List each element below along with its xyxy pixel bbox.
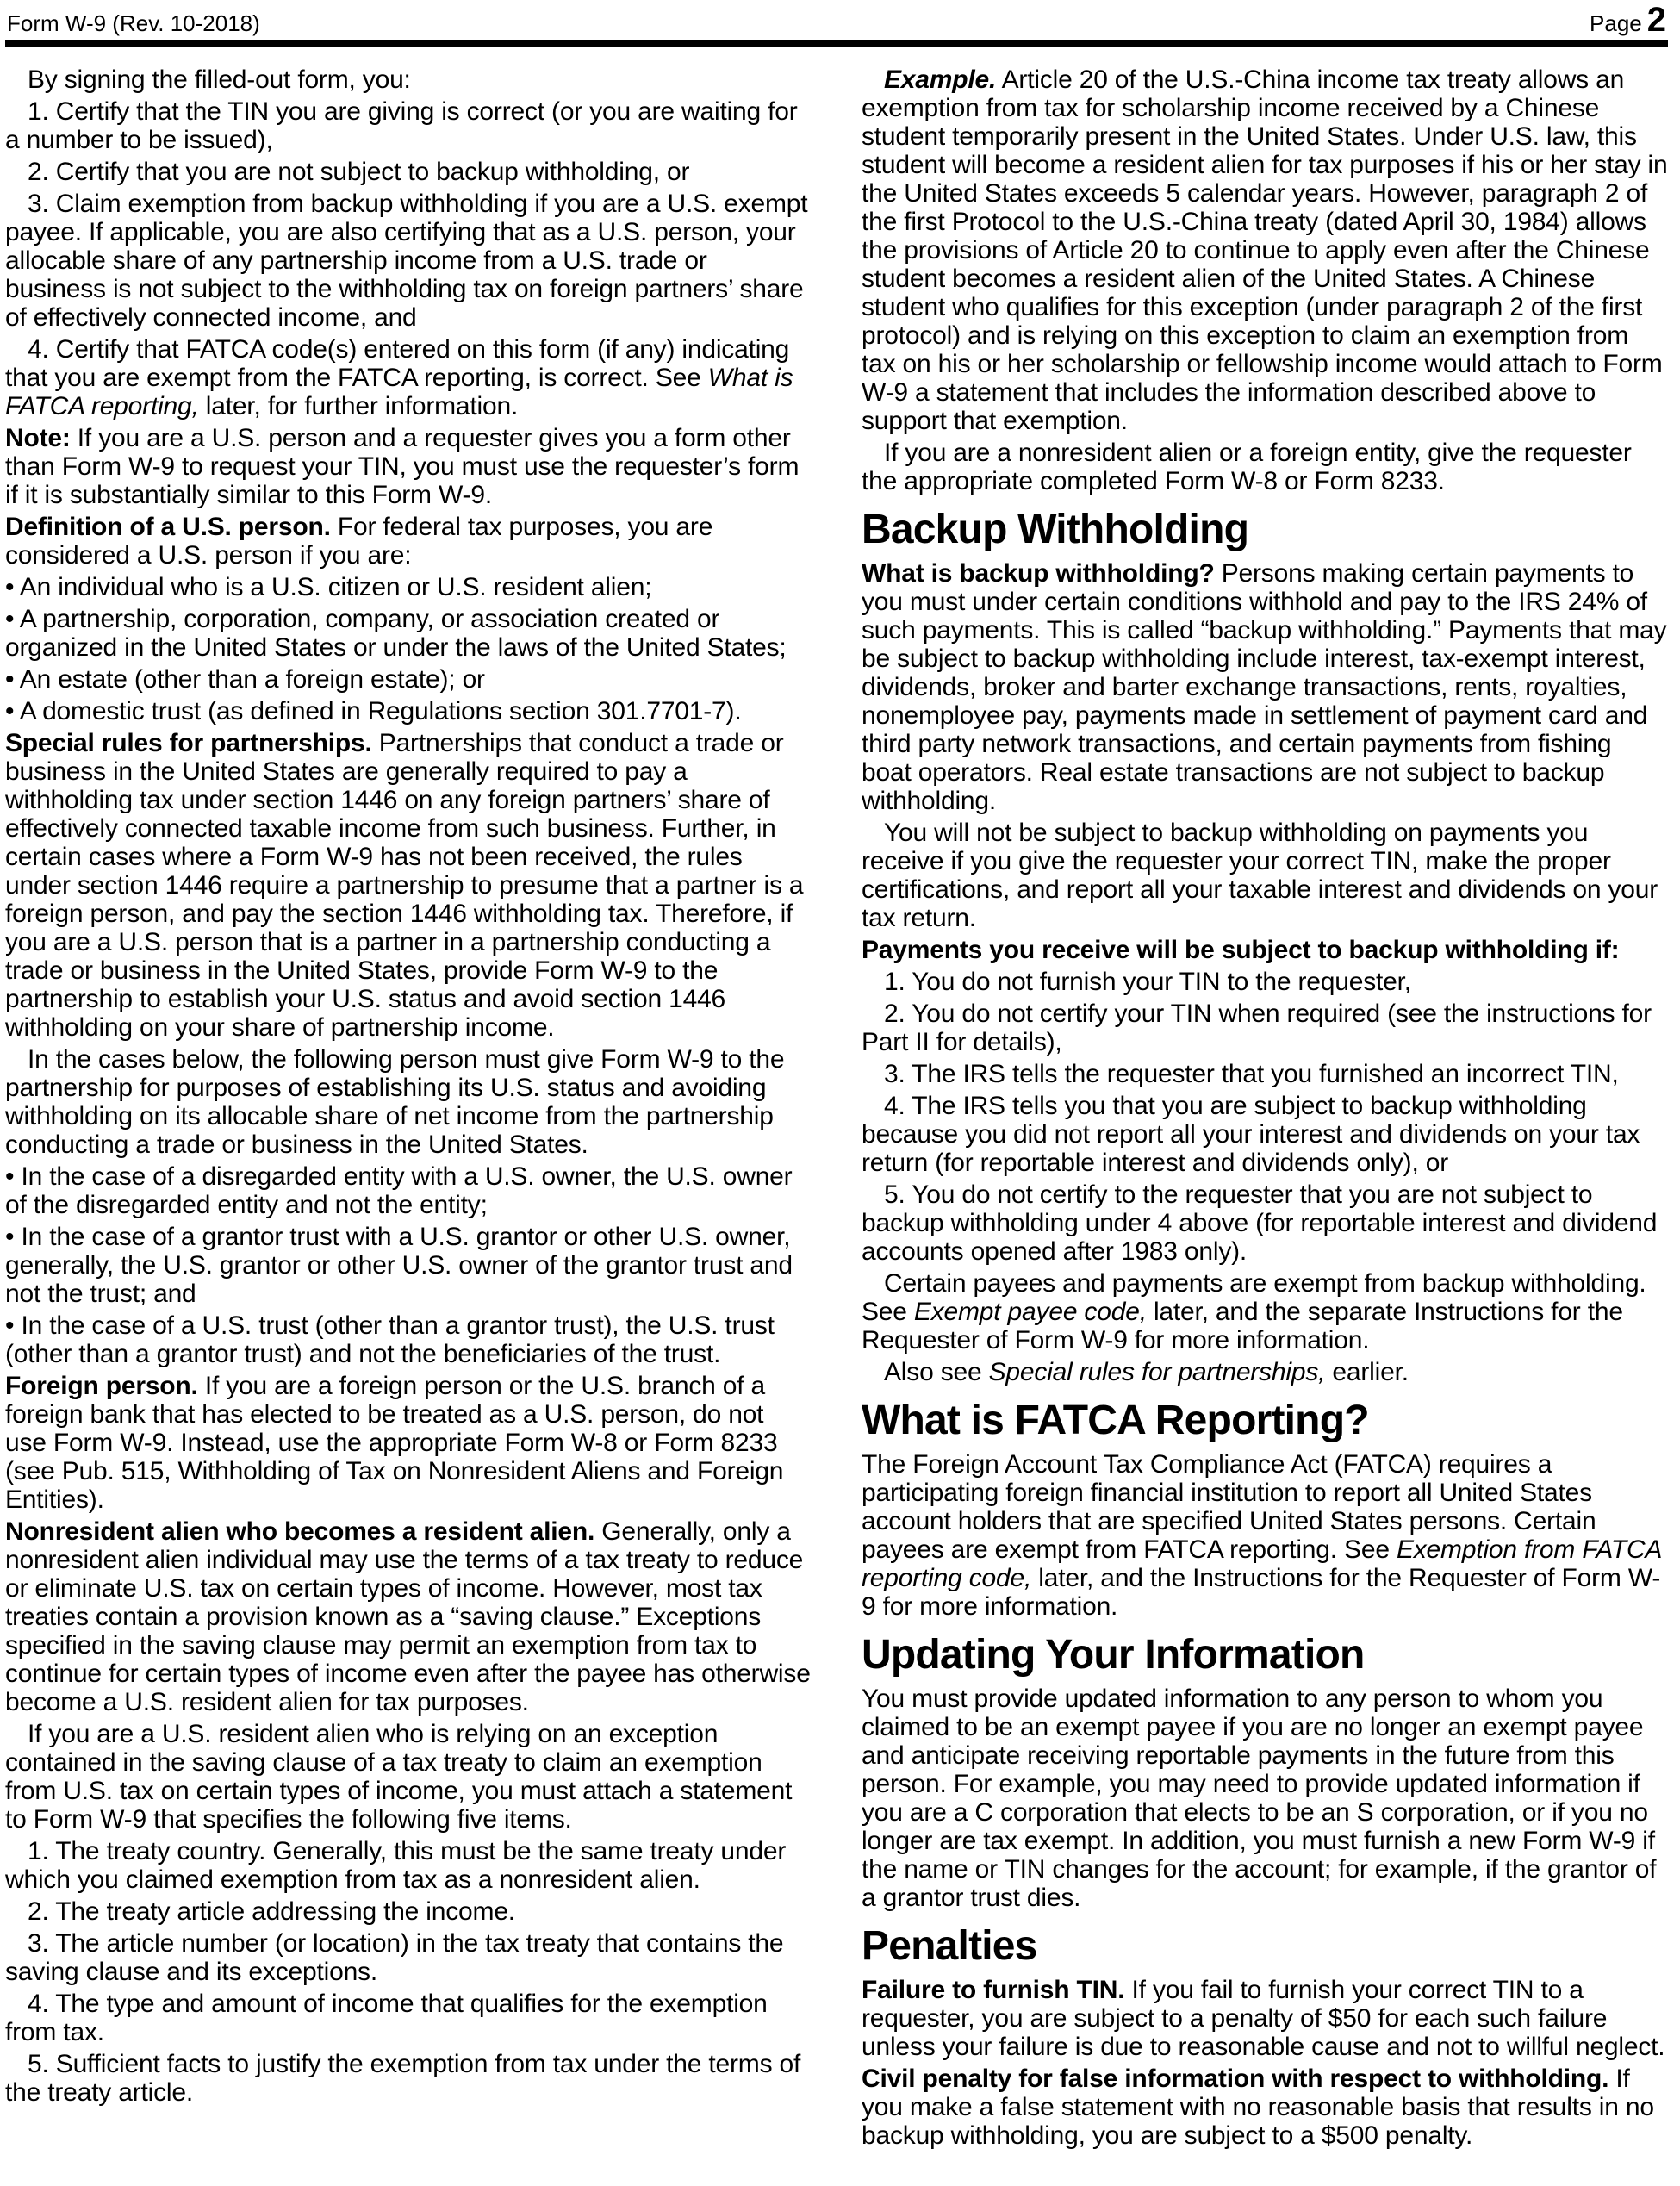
- paragraph: [5, 424, 812, 509]
- text-run: 2. The treaty article addressing the income.: [28, 1897, 515, 1926]
- bullet-item: [5, 1162, 812, 1219]
- bullet-item: [5, 665, 812, 694]
- text-run: Note:: [5, 424, 71, 452]
- paragraph: [5, 190, 812, 332]
- paragraph: [5, 1837, 812, 1894]
- right-column: [862, 62, 1668, 2150]
- paragraph: [5, 1372, 812, 1514]
- paragraph: [862, 1092, 1668, 1177]
- paragraph: [5, 97, 812, 154]
- text-run: Penalties: [862, 1923, 1037, 1969]
- bullet-item: [5, 573, 812, 601]
- instructions-body: [5, 62, 1668, 2150]
- paragraph: [862, 1358, 1668, 1386]
- text-run: Failure to furnish TIN.: [862, 1976, 1125, 2004]
- text-run: 5. You do not certify to the requester that you are not subject to backup withholding under 4 above (for reportable interest and dividend accounts opened after 1983 only).: [862, 1180, 1658, 1266]
- text-run: 4. The type and amount of income that qualifies for the exemption from tax.: [5, 1990, 768, 2046]
- text-run: If you fail to furnish your correct TIN to a requester, you are subject to a penalty of $50 for each such failure unless your failure is due to reasonable cause and not to willful neglect.: [862, 1976, 1665, 2061]
- text-run: You must provide updated information to any person to whom you claimed to be an exempt payee if you are no longer an exempt payee and anticipate receiving reportable payments in the future from this person. For example, you may need to provide updated information if you are a C corporation that elects to be an S corporation, or if you no longer are tax exempt. In addition, you must furnish a new Form W-9 if the name or TIN changes for the account; for example, if the grantor of a grantor trust dies.: [862, 1685, 1657, 1912]
- text-run: If you are a U.S. resident alien who is relying on an exception contained in the saving clause of a tax treaty to claim an exemption from U.S. tax on certain types of income, you must attach a statement to Form W-9 that specifies the following five items.: [5, 1720, 793, 1834]
- text-run: If you are a foreign person or the U.S. branch of a foreign bank that has elected to be treated as a U.S. person, do not use Form W-9. Instead, use the appropriate Form W-8 or Form 8233 (see Pub. 515, Withholding of Tax on Nonresident Aliens and Foreign Entities).: [5, 1372, 784, 1514]
- paragraph: [862, 1976, 1668, 2061]
- text-run: Also see: [884, 1358, 989, 1386]
- paragraph: [862, 559, 1668, 815]
- paragraph: [862, 819, 1668, 932]
- text-run: 3. The IRS tells the requester that you furnished an incorrect TIN,: [884, 1060, 1619, 1088]
- bullet-item: [5, 1311, 812, 1368]
- text-run: 5. Sufficient facts to justify the exemption from tax under the terms of the treaty article.: [5, 2050, 801, 2107]
- paragraph: [862, 65, 1668, 435]
- text-run: later, for further information.: [198, 392, 519, 420]
- form-id: Form W-9 (Rev. 10-2018): [7, 10, 260, 36]
- paragraph: [862, 1450, 1668, 1621]
- text-run: Partnerships that conduct a trade or business in the United States are generally required to pay a withholding tax under section 1446 on any foreign partners’ share of effectively connected taxable income from such business. Further, in certain cases where a Form W-9 has not been received, the rules under section 1446 require a partnership to presume that a partner is a foreign person, and pay the section 1446 withholding tax. Therefore, if you are a U.S. person that is a partner in a partnership conducting a trade or business in the United States, provide Form W-9 to the partnership to establish your U.S. status and avoid section 1446 withholding on your share of partnership income.: [5, 729, 804, 1042]
- text-run: Civil penalty for false information with respect to withholding.: [862, 2065, 1609, 2093]
- paragraph: [5, 335, 812, 420]
- page-indicator: [1590, 1, 1666, 39]
- text-run: Updating Your Information: [862, 1632, 1365, 1678]
- paragraph: [5, 1990, 812, 2046]
- text-run: Backup Withholding: [862, 507, 1249, 552]
- paragraph: [862, 968, 1668, 996]
- header-rule: [5, 40, 1668, 47]
- paragraph: [5, 2050, 812, 2107]
- text-run: What is FATCA reporting,: [5, 364, 793, 420]
- bullet-item: [5, 1223, 812, 1308]
- text-run: • In the case of a U.S. trust (other than a grantor trust), the U.S. trust (other than a grantor trust) and not the beneficiaries of the trust.: [5, 1311, 775, 1368]
- text-run: 2. Certify that you are not subject to backup withholding, or: [28, 158, 690, 186]
- paragraph: [862, 1180, 1668, 1266]
- text-run: 2. You do not certify your TIN when required (see the instructions for Part II for details),: [862, 1000, 1652, 1056]
- text-run: • In the case of a disregarded entity with a U.S. owner, the U.S. owner of the disregarded entity and not the entity;: [5, 1162, 793, 1219]
- paragraph: [862, 2065, 1668, 2150]
- text-run: Definition of a U.S. person.: [5, 513, 331, 541]
- text-run: 1. The treaty country. Generally, this must be the same treaty under which you claimed exemption from tax as a nonresident alien.: [5, 1837, 787, 1894]
- text-run: 1. Certify that the TIN you are giving is correct (or you are waiting for a number to be issued),: [5, 97, 798, 154]
- paragraph: [862, 1269, 1668, 1355]
- text-run: By signing the filled-out form, you:: [28, 65, 411, 94]
- text-run: If you are a U.S. person and a requester gives you a form other than Form W-9 to request your TIN, you must use the requester’s form if it is substantially similar to this Form W-9.: [5, 424, 800, 509]
- text-run: Example.: [884, 65, 997, 94]
- paragraph: [5, 1720, 812, 1834]
- text-run: earlier.: [1325, 1358, 1409, 1386]
- text-run: 3. Claim exemption from backup withholding if you are a U.S. exempt payee. If applicable, you are also certifying that as a U.S. person, your allocable share of any partnership income from a U.S. trade or business is not subject to the withholding tax on foreign partners’ share of effectively connected income, and: [5, 190, 808, 332]
- section-heading: [862, 1398, 1668, 1443]
- bullet-item: [5, 697, 812, 726]
- text-run: Payments you receive will be subject to backup withholding if:: [862, 936, 1620, 964]
- text-run: What is backup withholding?: [862, 559, 1215, 588]
- paragraph: [862, 1000, 1668, 1056]
- text-run: 1. You do not furnish your TIN to the requester,: [884, 968, 1411, 996]
- left-column: [5, 62, 812, 2150]
- paragraph: [5, 1517, 812, 1716]
- section-heading: [862, 1924, 1668, 1969]
- text-run: Foreign person.: [5, 1372, 198, 1400]
- text-run: Nonresident alien who becomes a resident alien.: [5, 1517, 595, 1546]
- text-run: 3. The article number (or location) in the tax treaty that contains the saving clause and its exceptions.: [5, 1929, 784, 1986]
- text-run: Exempt payee code,: [913, 1298, 1147, 1326]
- text-run: Exemption from FATCA reporting code,: [862, 1535, 1662, 1592]
- text-run: • An estate (other than a foreign estate); or: [5, 665, 485, 694]
- paragraph: [862, 439, 1668, 495]
- section-heading: [862, 1633, 1668, 1678]
- text-run: later, and the Instructions for the Requester of Form W-9 for more information.: [862, 1564, 1661, 1621]
- text-run: 4. The IRS tells you that you are subject to backup withholding because you did not report all your interest and dividends on your tax return (for reportable interest and dividends only), or: [862, 1092, 1640, 1177]
- paragraph: [5, 729, 812, 1042]
- text-run: For federal tax purposes, you are considered a U.S. person if you are:: [5, 513, 713, 570]
- paragraph: [5, 158, 812, 186]
- bullet-item: [5, 605, 812, 662]
- paragraph: [5, 1929, 812, 1986]
- text-run: You will not be subject to backup withholding on payments you receive if you give the requester your correct TIN, make the proper certifications, and report all your taxable interest and dividends on your tax return.: [862, 819, 1658, 932]
- paragraph: [5, 513, 812, 570]
- text-run: Certain payees and payments are exempt from backup withholding. See: [862, 1269, 1646, 1326]
- text-run: Persons making certain payments to you must under certain conditions withhold and pay to the IRS 24% of such payments. This is called “backup withholding.” Payments that may be subject to backup withholding include interest, tax-exempt interest, dividends, broker and barter exchange transactions, rents, royalties, nonemployee pay, payments made in settlement of payment card and third party network transactions, and certain payments from fishing boat operators. Real estate transactions are not subject to backup withholding.: [862, 559, 1667, 815]
- text-run: Generally, only a nonresident alien individual may use the terms of a tax treaty to reduce or eliminate U.S. tax on certain types of income. However, most tax treaties contain a provision known as a “saving clause.” Exceptions specified in the saving clause may permit an exemption from tax to continue for certain types of income even after the payee has otherwise become a U.S. resident alien for tax purposes.: [5, 1517, 811, 1716]
- text-run: Special rules for partnerships,: [988, 1358, 1326, 1386]
- paragraph: [5, 1045, 812, 1159]
- text-run: • A partnership, corporation, company, or association created or organized in the United States or under the laws of the United States;: [5, 605, 787, 662]
- text-run: later, and the separate Instructions for the Requester of Form W-9 for more information.: [862, 1298, 1623, 1355]
- page-number: 2: [1646, 1, 1666, 39]
- paragraph: [862, 936, 1668, 964]
- text-run: Article 20 of the U.S.-China income tax treaty allows an exemption from tax for scholarship income received by a Chinese student temporarily present in the United States. Under U.S. law, this student will become a resident alien for tax purposes if his or her stay in the United States exceeds 5 calendar years. However, paragraph 2 of the first Protocol to the U.S.-China treaty (dated April 30, 1984) allows the provisions of Article 20 to continue to apply even after the Chinese student becomes a resident alien of the United States. A Chinese student who qualifies for this exception (under paragraph 2 of the first protocol) and is relying on this exception to claim an exemption from tax on his or her scholarship or fellowship income would attach to Form W-9 a statement that includes the information described above to support that exemption.: [862, 65, 1668, 435]
- text-run: The Foreign Account Tax Compliance Act (FATCA) requires a participating foreign financial institution to report all United States account holders that are specified United States persons. Certain payees are exempt from FATCA reporting. See: [862, 1450, 1596, 1564]
- text-run: What is FATCA Reporting?: [862, 1398, 1369, 1443]
- text-run: In the cases below, the following person must give Form W-9 to the partnership for purposes of establishing its U.S. status and avoiding withholding on its allocable share of net income from the partnership conducting a trade or business in the United States.: [5, 1045, 785, 1159]
- paragraph: [862, 1060, 1668, 1088]
- page-label: Page: [1590, 10, 1642, 36]
- paragraph: [5, 1897, 812, 1926]
- text-run: • A domestic trust (as defined in Regulations section 301.7701-7).: [5, 697, 742, 726]
- text-run: Special rules for partnerships.: [5, 729, 372, 757]
- section-heading: [862, 508, 1668, 552]
- text-run: • An individual who is a U.S. citizen or U.S. resident alien;: [5, 573, 652, 601]
- text-run: If you are a nonresident alien or a foreign entity, give the requester the appropriate completed Form W-8 or Form 8233.: [862, 439, 1632, 495]
- text-run: 4. Certify that FATCA code(s) entered on this form (if any) indicating that you are exempt from the FATCA reporting, is correct. See: [5, 335, 790, 392]
- page-header: [5, 1, 1668, 40]
- paragraph: [862, 1685, 1668, 1912]
- text-run: • In the case of a grantor trust with a U.S. grantor or other U.S. owner, generally, the U.S. grantor or other U.S. owner of the grantor trust and not the trust; and: [5, 1223, 793, 1308]
- text-run: If you make a false statement with no reasonable basis that results in no backup withholding, you are subject to a $500 penalty.: [862, 2065, 1654, 2150]
- paragraph: [5, 65, 812, 94]
